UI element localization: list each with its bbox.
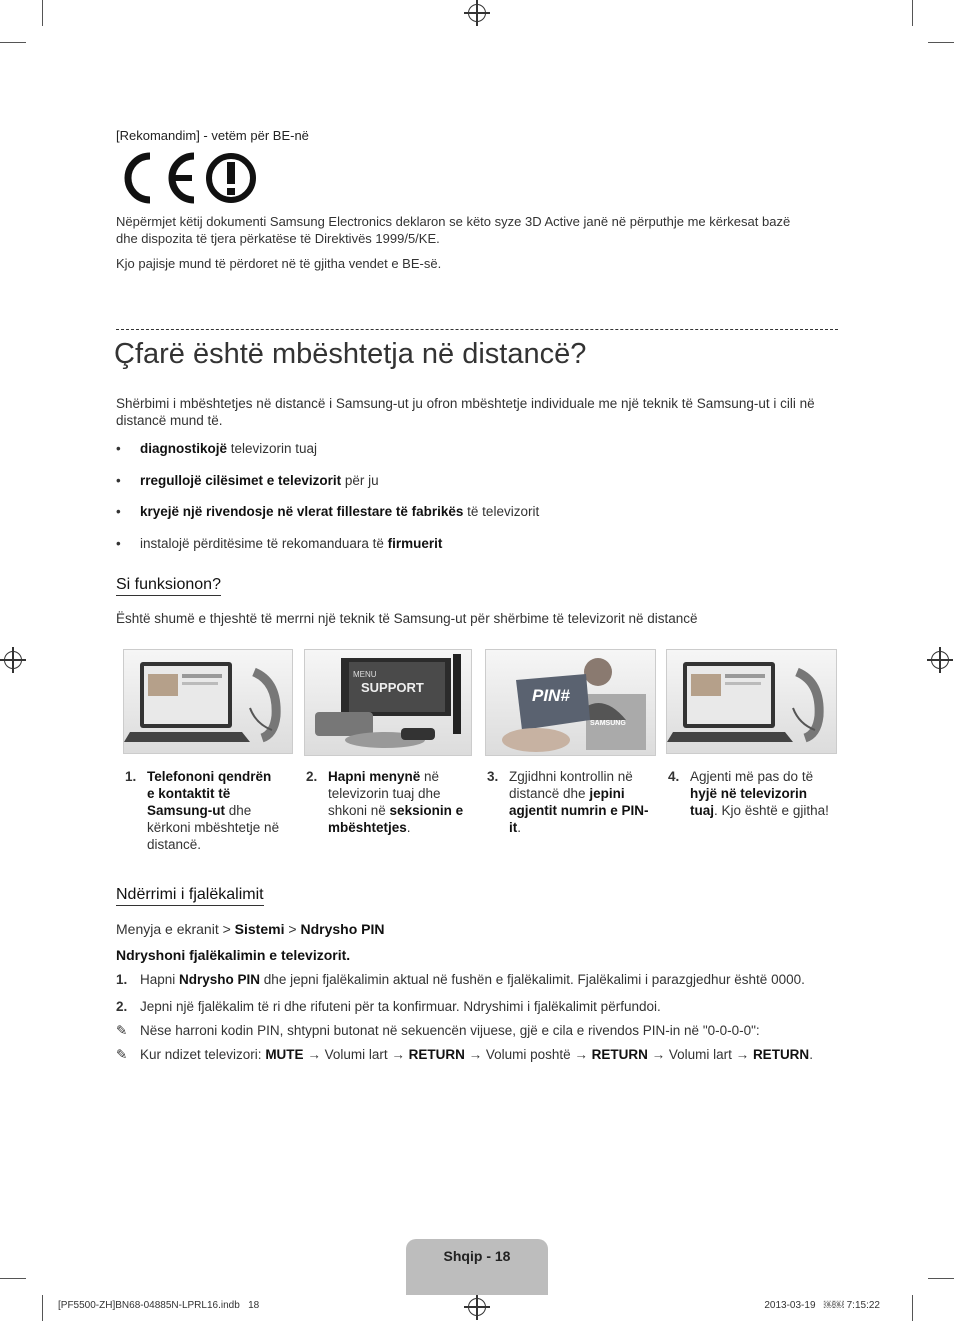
step-line bbox=[690, 768, 829, 785]
footer-timestamp: 2013-03-19 ￼￼ 7:15:22 bbox=[764, 1300, 880, 1311]
note-text: → Volumi poshtë → bbox=[464, 1047, 592, 1062]
crop-mark bbox=[0, 1278, 26, 1279]
step-text: Agjenti më pas do të bbox=[690, 769, 814, 784]
registration-mark-icon bbox=[931, 651, 949, 669]
note-text: → Volumi lart → bbox=[303, 1047, 409, 1062]
step-line bbox=[147, 785, 279, 802]
step-text: . Kjo është e gjitha! bbox=[714, 803, 829, 818]
step-line bbox=[690, 802, 829, 819]
step-text: dhe bbox=[225, 803, 252, 818]
step-line bbox=[147, 819, 279, 836]
how-text: Është shumë e thjeshtë të merrni një teknik të Samsung-ut për shërbime të televizorit në distancë bbox=[116, 611, 698, 626]
laptop-phone-image bbox=[123, 649, 293, 754]
step-line bbox=[147, 768, 279, 785]
key-name: MUTE bbox=[265, 1047, 304, 1062]
tv-support-menu-image bbox=[304, 649, 472, 756]
step-text: e kontaktit të bbox=[147, 786, 231, 801]
step-line bbox=[328, 819, 463, 836]
step-line bbox=[690, 785, 829, 802]
step-line bbox=[509, 785, 649, 802]
step-text: agjentit numrin e PIN- bbox=[509, 803, 649, 818]
crop-mark bbox=[0, 42, 26, 43]
step-line bbox=[328, 785, 463, 802]
step-text: . bbox=[517, 820, 522, 835]
step-text: Hapni menynë bbox=[328, 769, 421, 784]
key-name: RETURN bbox=[408, 1047, 465, 1062]
page-title: Çfarë është mbështetja në distancë? bbox=[114, 338, 587, 370]
step-text: hyjë në televizorin bbox=[690, 786, 808, 801]
brand-label: SAMSUNG bbox=[590, 720, 626, 727]
declaration-line: Kjo pajisje mund të përdoret në të gjitha vendet e BE-së. bbox=[116, 256, 442, 271]
intro-line: distancë mund të. bbox=[116, 413, 223, 428]
pin-label: PIN# bbox=[532, 686, 570, 705]
step-text: . bbox=[406, 820, 411, 835]
declaration-line: Nëpërmjet këtij dokumenti Samsung Electronics deklaron se këto syze 3D Active janë në përputhje me kërkesat bazë bbox=[116, 214, 791, 229]
step-text: distancë. bbox=[147, 837, 202, 852]
registration-mark-icon bbox=[4, 651, 22, 669]
pin-subheading: Ndryshoni fjalëkalimin e televizorit. bbox=[116, 947, 351, 963]
registration-mark-icon bbox=[468, 4, 486, 22]
step-text: televizorin tuaj dhe bbox=[328, 786, 441, 801]
step-line bbox=[509, 819, 649, 836]
step-line bbox=[147, 802, 279, 819]
crop-mark bbox=[928, 42, 954, 43]
key-name: RETURN bbox=[752, 1047, 810, 1062]
step-text: Telefononi qendrën bbox=[147, 769, 272, 784]
page-number: Shqip - 18 bbox=[443, 1248, 511, 1264]
step-text: it bbox=[509, 820, 518, 835]
crop-mark bbox=[912, 1295, 913, 1321]
step-text: Samsung-ut bbox=[147, 803, 226, 818]
section-divider bbox=[116, 329, 838, 330]
pencil-note-icon: ✎ bbox=[116, 1023, 128, 1038]
pencil-note-icon: ✎ bbox=[116, 1047, 128, 1062]
crop-mark bbox=[42, 0, 43, 26]
page-number-tab bbox=[406, 1239, 548, 1295]
crop-mark bbox=[912, 0, 913, 26]
step-text: tuaj bbox=[690, 803, 715, 818]
footer-file: [PF5500-ZH]BN68-04885N-LPRL16.indb 18 bbox=[58, 1300, 260, 1311]
step-text: kërkoni mbështetje në bbox=[147, 820, 280, 835]
step-line bbox=[147, 836, 279, 853]
section-heading: Si funksionon? bbox=[116, 576, 221, 596]
note-text: . bbox=[809, 1047, 813, 1062]
menu-path: Menyja e ekranit > Sistemi > Ndrysho PIN bbox=[116, 921, 385, 937]
step-text: në bbox=[420, 769, 440, 784]
step-line bbox=[328, 768, 463, 785]
menu-label: MENU bbox=[353, 670, 377, 679]
crop-mark bbox=[928, 1278, 954, 1279]
step-text: seksionin e bbox=[389, 803, 464, 818]
ce-mark-icon bbox=[114, 150, 264, 206]
recommendation-note: [Rekomandim] - vetëm për BE-në bbox=[116, 128, 309, 143]
section-heading: Ndërrimi i fjalëkalimit bbox=[116, 886, 264, 906]
step-text: distancë dhe bbox=[509, 786, 590, 801]
key-name: RETURN bbox=[591, 1047, 648, 1062]
step-line bbox=[328, 802, 463, 819]
registration-mark-icon bbox=[468, 1298, 486, 1316]
declaration-line: dhe dispozita të tjera përkatëse të Direktivës 1999/5/KE. bbox=[116, 231, 440, 246]
step-text: Zgjidhni kontrollin në bbox=[509, 769, 633, 784]
laptop-phone-image bbox=[666, 649, 837, 754]
note-text: Kur ndizet televizori: bbox=[140, 1047, 266, 1062]
note-text: → Volumi lart → bbox=[647, 1047, 753, 1062]
crop-mark bbox=[42, 1295, 43, 1321]
agent-pin-image bbox=[485, 649, 656, 756]
step-text: jepini bbox=[589, 786, 625, 801]
step-text: mbështetjes bbox=[328, 820, 407, 835]
support-label: SUPPORT bbox=[361, 680, 424, 695]
intro-line: Shërbimi i mbështetjes në distancë i Samsung-ut ju ofron mbështetje individuale me një teknik të Samsung-ut i cili në bbox=[116, 396, 815, 411]
step-line bbox=[509, 802, 649, 819]
step-line bbox=[509, 768, 649, 785]
step-text: shkoni në bbox=[328, 803, 390, 818]
